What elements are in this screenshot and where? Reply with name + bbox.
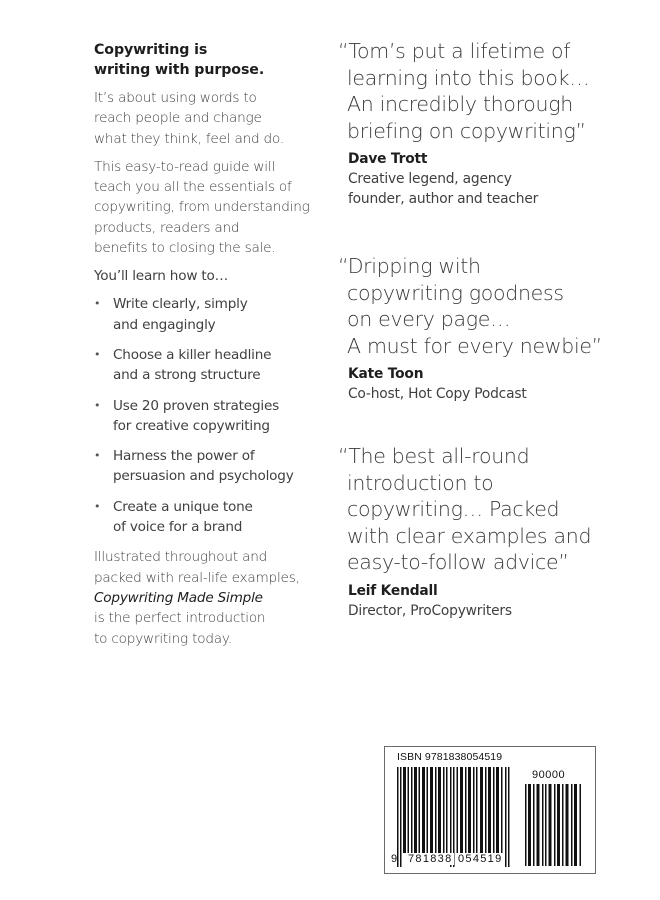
text-line: briefing on copywriting” [347, 118, 586, 143]
text-line: of voice for a brand [113, 519, 243, 536]
lead-line: writing with purpose. [94, 62, 265, 78]
text-line: for creative copywriting [113, 417, 270, 434]
isbn-label: ISBN 9781838054519 [397, 751, 503, 763]
text-line: teach you all the essentials of [94, 179, 292, 196]
text-line: copywriting goodness [347, 280, 564, 305]
text-line: introduction to [347, 470, 494, 495]
text-line: An incredibly thorough [347, 92, 573, 116]
lead-heading [94, 40, 334, 80]
text-line: on every page… [347, 307, 511, 331]
book-title: Copywriting Made Simple [94, 589, 263, 606]
barcode-digits-right: 054519 [458, 853, 503, 865]
text-line: easy-to-follow advice” [347, 550, 569, 574]
quote-author-role [338, 169, 589, 209]
list-item [94, 396, 334, 437]
text-line: Create a unique tone [113, 498, 253, 515]
text-line: Illustrated throughout and [94, 549, 268, 566]
text-line: products, readers and [94, 219, 240, 236]
text-line: reach people and change [94, 110, 262, 127]
list-item [94, 446, 334, 487]
list-item [94, 345, 334, 386]
testimonial [338, 38, 589, 209]
text-line: what they think, feel and do. [94, 130, 284, 147]
text-line: is the perfect introduction [94, 610, 266, 627]
barcode-icon [397, 767, 511, 867]
barcode-digit-prefix: 9 [391, 853, 398, 865]
text-line: A must for every newbie” [347, 333, 602, 358]
quote-author-role [338, 384, 602, 404]
bullet-icon: • [94, 398, 101, 412]
text-line: “Tom’s put a lifetime of [338, 39, 571, 63]
isbn-barcode [384, 746, 596, 874]
text-line: with clear examples and [347, 523, 592, 548]
testimonial [338, 443, 591, 621]
intro-paragraph [94, 88, 334, 149]
addon-barcode-icon [525, 784, 583, 866]
text-line: Harness the power of [113, 448, 255, 465]
quote-text [338, 253, 602, 359]
text-line: learning into this book… [347, 65, 590, 90]
text-line: Director, ProCopywriters [348, 602, 512, 619]
text-line: and a strong structure [113, 367, 261, 384]
quote-author-role [338, 601, 591, 621]
closing-paragraph [94, 547, 334, 648]
quote-author: Kate Toon [348, 366, 424, 382]
text-line: It’s about using words to [94, 90, 257, 106]
price-code: 90000 [532, 769, 566, 781]
quote-author: Dave Trott [348, 151, 428, 167]
text-line: benefits to closing the sale. [94, 240, 276, 257]
text-line: Choose a killer headline [113, 346, 272, 363]
bullet-icon: • [94, 499, 101, 513]
learn-intro: You’ll learn how to… [94, 268, 228, 285]
quote-text [338, 443, 591, 576]
text-line: packed with real-life examples, [94, 569, 300, 586]
list-item [94, 497, 334, 538]
text-line: “Dripping with [338, 254, 481, 278]
text-line: This easy-to-read guide will [94, 158, 276, 175]
text-line: founder, author and teacher [348, 191, 539, 207]
quote-text [338, 38, 589, 144]
text-line: “The best all-round [338, 444, 530, 468]
description-column [94, 40, 334, 657]
lead-line: Copywriting is [94, 42, 208, 58]
text-line: Write clearly, simply [113, 296, 248, 313]
bullet-icon: • [94, 297, 101, 311]
quote-author: Leif Kendall [348, 582, 438, 599]
text-line: Creative legend, agency [348, 171, 512, 187]
list-item [94, 294, 334, 335]
learning-list [94, 294, 334, 537]
text-line: to copywriting today. [94, 630, 232, 647]
text-line: and engagingly [113, 316, 216, 333]
guide-paragraph [94, 157, 334, 258]
text-line: persuasion and psychology [113, 468, 294, 485]
text-line: Use 20 proven strategies [113, 397, 279, 414]
text-line: copywriting, from understanding [94, 199, 310, 216]
bullet-icon: • [94, 347, 101, 361]
bullet-icon: • [94, 449, 101, 463]
text-line: copywriting… Packed [347, 497, 560, 521]
text-line: Co-host, Hot Copy Podcast [348, 386, 527, 402]
testimonial [338, 253, 602, 404]
barcode-digits-left: 781838 [408, 853, 453, 865]
